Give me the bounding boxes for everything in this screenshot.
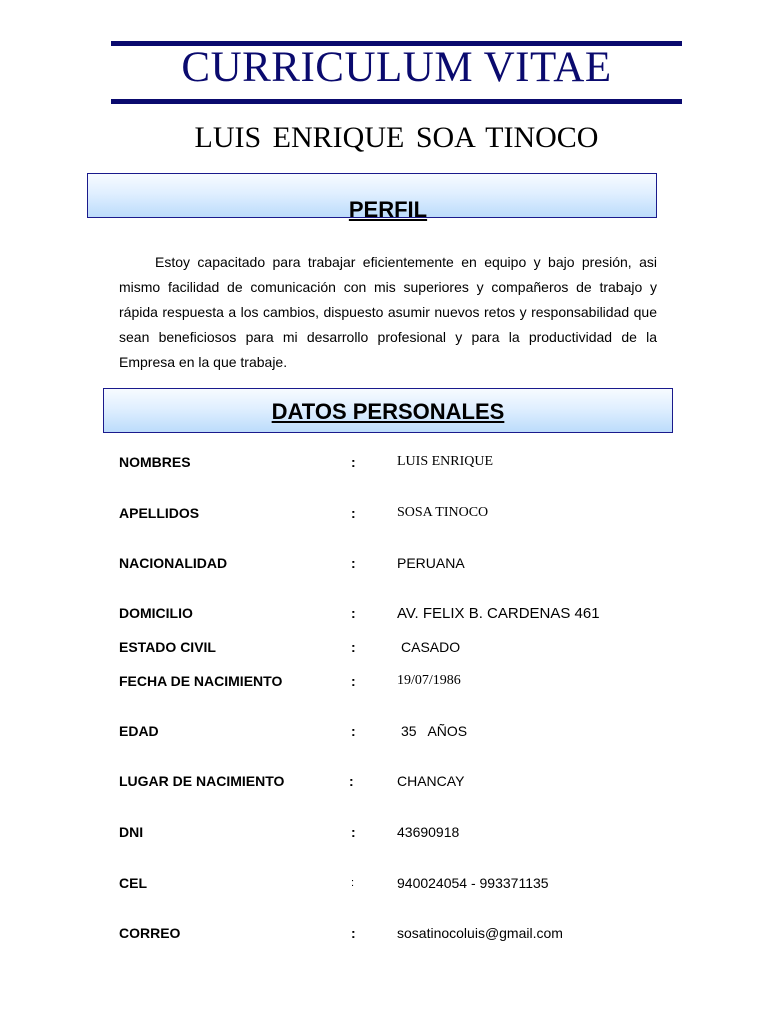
field-colon: :: [351, 673, 356, 689]
field-row-lugar-nacimiento: [0, 773, 768, 793]
field-colon: :: [351, 824, 356, 840]
field-value: 43690918: [397, 824, 460, 840]
field-row-correo: [0, 925, 768, 945]
field-colon: :: [351, 605, 356, 621]
field-colon: :: [351, 555, 356, 571]
document-title: CURRICULUM VITAE: [181, 44, 612, 91]
field-value: CHANCAY: [397, 773, 465, 789]
field-label: APELLIDOS: [119, 505, 200, 521]
field-row-edad: [0, 723, 768, 743]
field-label: DNI: [119, 824, 144, 840]
field-row-domicilio: [0, 605, 768, 625]
perfil-heading: PERFIL: [348, 197, 428, 222]
field-colon: :: [349, 773, 354, 789]
field-label: CORREO: [119, 925, 181, 941]
field-colon: :: [351, 505, 356, 521]
field-row-apellidos: [0, 505, 768, 525]
field-label: ESTADO CIVIL: [119, 639, 216, 655]
field-row-nombres: [0, 454, 768, 474]
field-colon: :: [351, 877, 355, 889]
field-row-estado-civil: [0, 639, 768, 659]
field-label: EDAD: [119, 723, 159, 739]
field-value: 940024054 - 993371135: [397, 875, 549, 891]
field-value: AV. FELIX B. CARDENAS 461: [397, 605, 600, 622]
field-value: LUIS ENRIQUE: [397, 454, 494, 469]
field-value: 35 AÑOS: [401, 723, 468, 739]
field-colon: :: [351, 925, 356, 941]
field-colon: :: [351, 454, 356, 470]
field-row-nacionalidad: [0, 555, 768, 575]
field-label: NACIONALIDAD: [119, 555, 228, 571]
field-row-fecha-nacimiento: [0, 673, 768, 693]
datos-heading: DATOS PERSONALES: [271, 399, 505, 424]
field-label: LUGAR DE NACIMIENTO: [119, 773, 285, 789]
field-label: DOMICILIO: [119, 605, 193, 621]
field-label: NOMBRES: [119, 454, 191, 470]
field-value: SOSA TINOCO: [397, 505, 489, 520]
field-row-cel: [0, 875, 768, 895]
field-label: FECHA DE NACIMIENTO: [119, 673, 283, 689]
field-value: CASADO: [401, 639, 461, 655]
email-value[interactable]: sosatinocoluis@gmail.com: [397, 925, 563, 941]
field-colon: :: [351, 639, 356, 655]
field-value: PERUANA: [397, 555, 465, 571]
field-label: CEL: [119, 875, 147, 891]
field-colon: :: [351, 723, 356, 739]
field-value: 19/07/1986: [397, 673, 461, 688]
field-row-dni: [0, 824, 768, 844]
title-bottom-rule: [111, 99, 682, 104]
candidate-name: LUIS ENRIQUE SOA TINOCO: [194, 121, 599, 154]
perfil-text: Estoy capacitado para trabajar eficientemente en equipo y bajo presión, asi mismo facilidad de comunicación con mis superiores y compañeros de trabajo y rápida respuesta a los cambios, dispuesto asumir nuevos retos y responsabilidad que sean beneficiosos para mi desarrollo profesional y para la productividad de la Empresa en la que trabaje.: [119, 254, 657, 370]
